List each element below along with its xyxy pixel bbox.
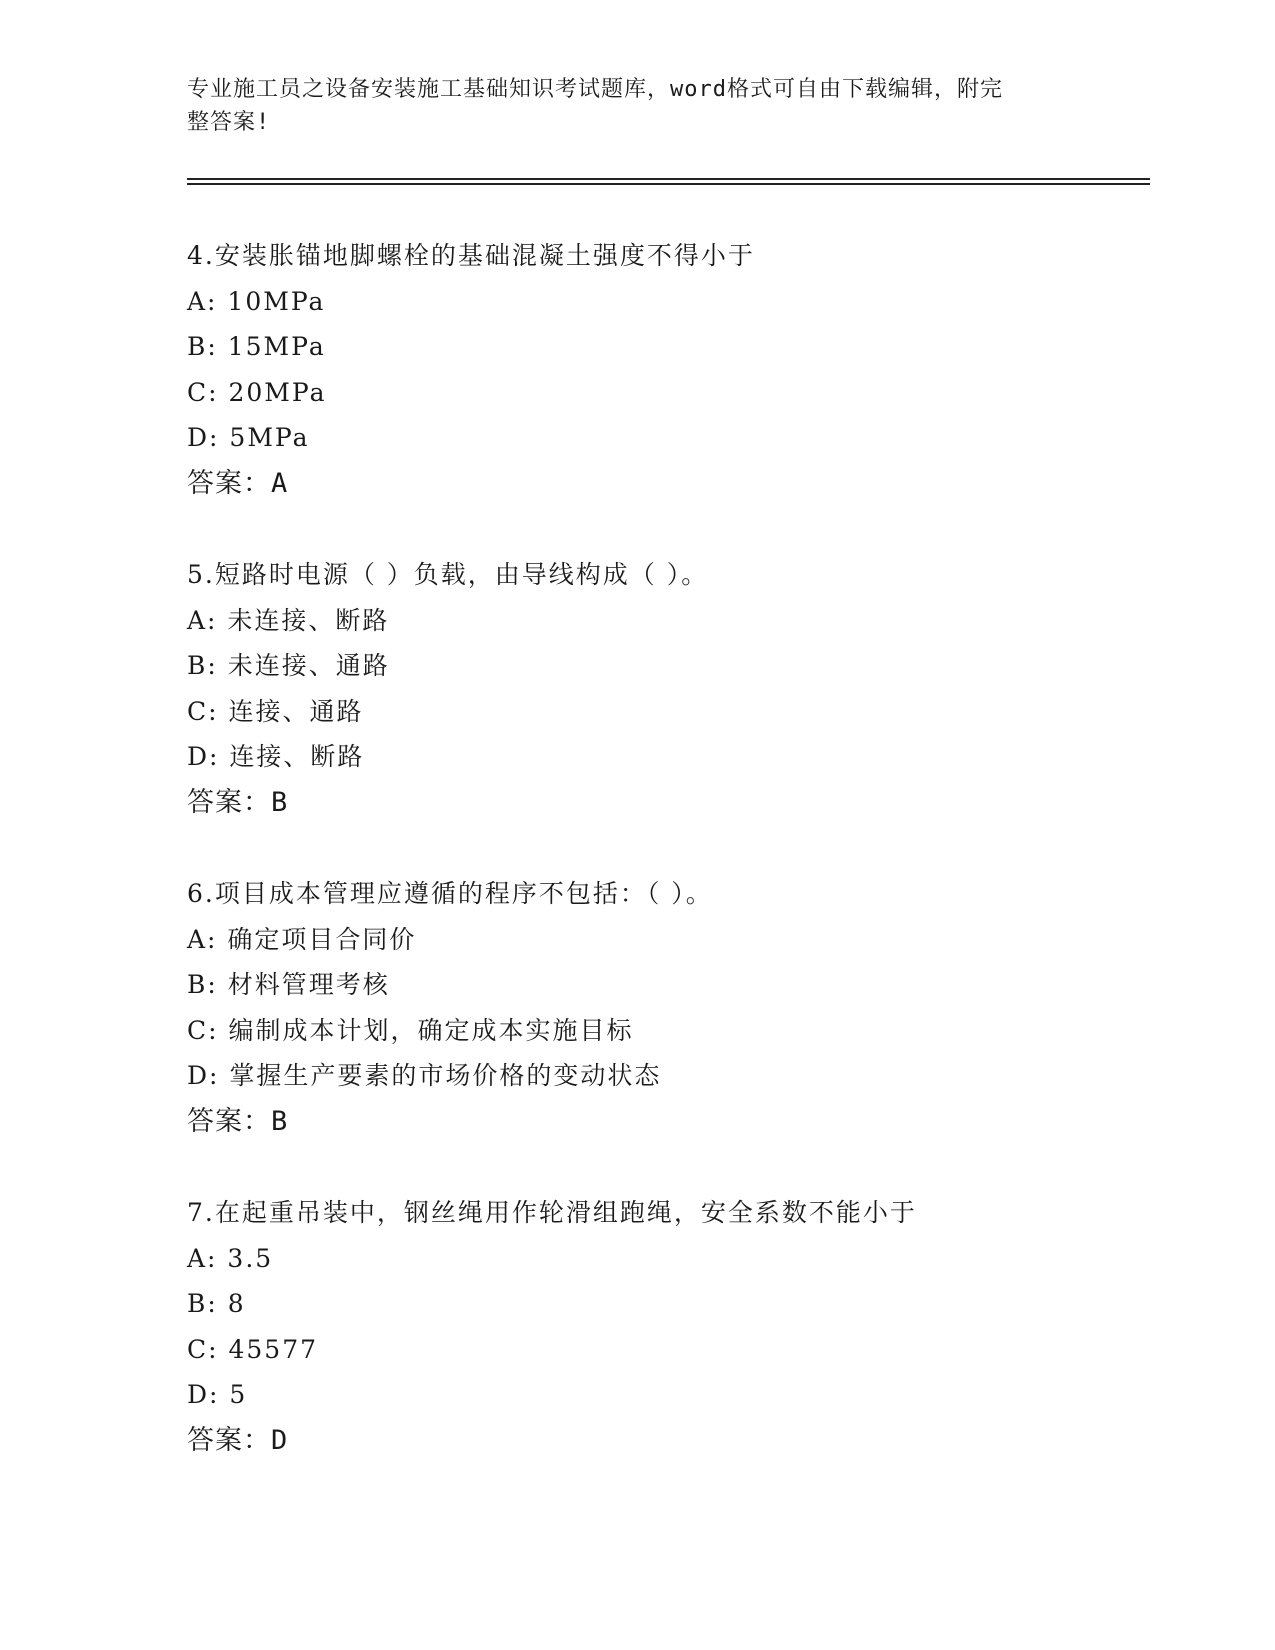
question-6 (187, 871, 1167, 1144)
question-stem: 4.安装胀锚地脚螺栓的基础混凝土强度不得小于 (187, 241, 755, 270)
option-d: D: 连接、断路 (187, 742, 365, 771)
option-d: D: 5 (187, 1380, 248, 1409)
header-line-2: 整答案! (187, 110, 271, 135)
question-stem: 5.短路时电源（ ）负载，由导线构成（ ）。 (187, 560, 709, 589)
header-divider-top (187, 178, 1150, 180)
option-a: A: 3.5 (187, 1243, 274, 1273)
question-5 (187, 552, 1167, 825)
option-a: A: 确定项目合同价 (187, 924, 417, 954)
header-line-1: 专业施工员之设备安装施工基础知识考试题库，word格式可自由下载编辑，附完 (187, 77, 1003, 102)
answer: 答案：A (187, 467, 289, 499)
option-c: C: 编制成本计划，确定成本实施目标 (187, 1015, 634, 1045)
answer: 答案：B (187, 786, 289, 818)
document-header (187, 73, 1067, 139)
answer: 答案：B (187, 1105, 289, 1137)
answer: 答案：D (187, 1424, 289, 1456)
question-7 (187, 1190, 1167, 1463)
option-d: D: 掌握生产要素的市场价格的变动状态 (187, 1061, 662, 1090)
option-c: C: 连接、通路 (187, 696, 364, 726)
option-c: C: 20MPa (187, 377, 327, 407)
option-a: A: 10MPa (187, 286, 326, 316)
option-a: A: 未连接、断路 (187, 605, 390, 635)
header-divider-bottom (187, 183, 1150, 185)
question-stem: 7.在起重吊装中，钢丝绳用作轮滑组跑绳，安全系数不能小于 (187, 1198, 917, 1227)
option-d: D: 5MPa (187, 423, 310, 452)
option-b: B: 8 (187, 1289, 246, 1318)
question-4 (187, 233, 1167, 506)
option-c: C: 45577 (187, 1334, 319, 1364)
option-b: B: 材料管理考核 (187, 970, 390, 999)
option-b: B: 未连接、通路 (187, 651, 390, 680)
question-stem: 6.项目成本管理应遵循的程序不包括：（ ）。 (187, 879, 713, 908)
option-b: B: 15MPa (187, 332, 326, 361)
